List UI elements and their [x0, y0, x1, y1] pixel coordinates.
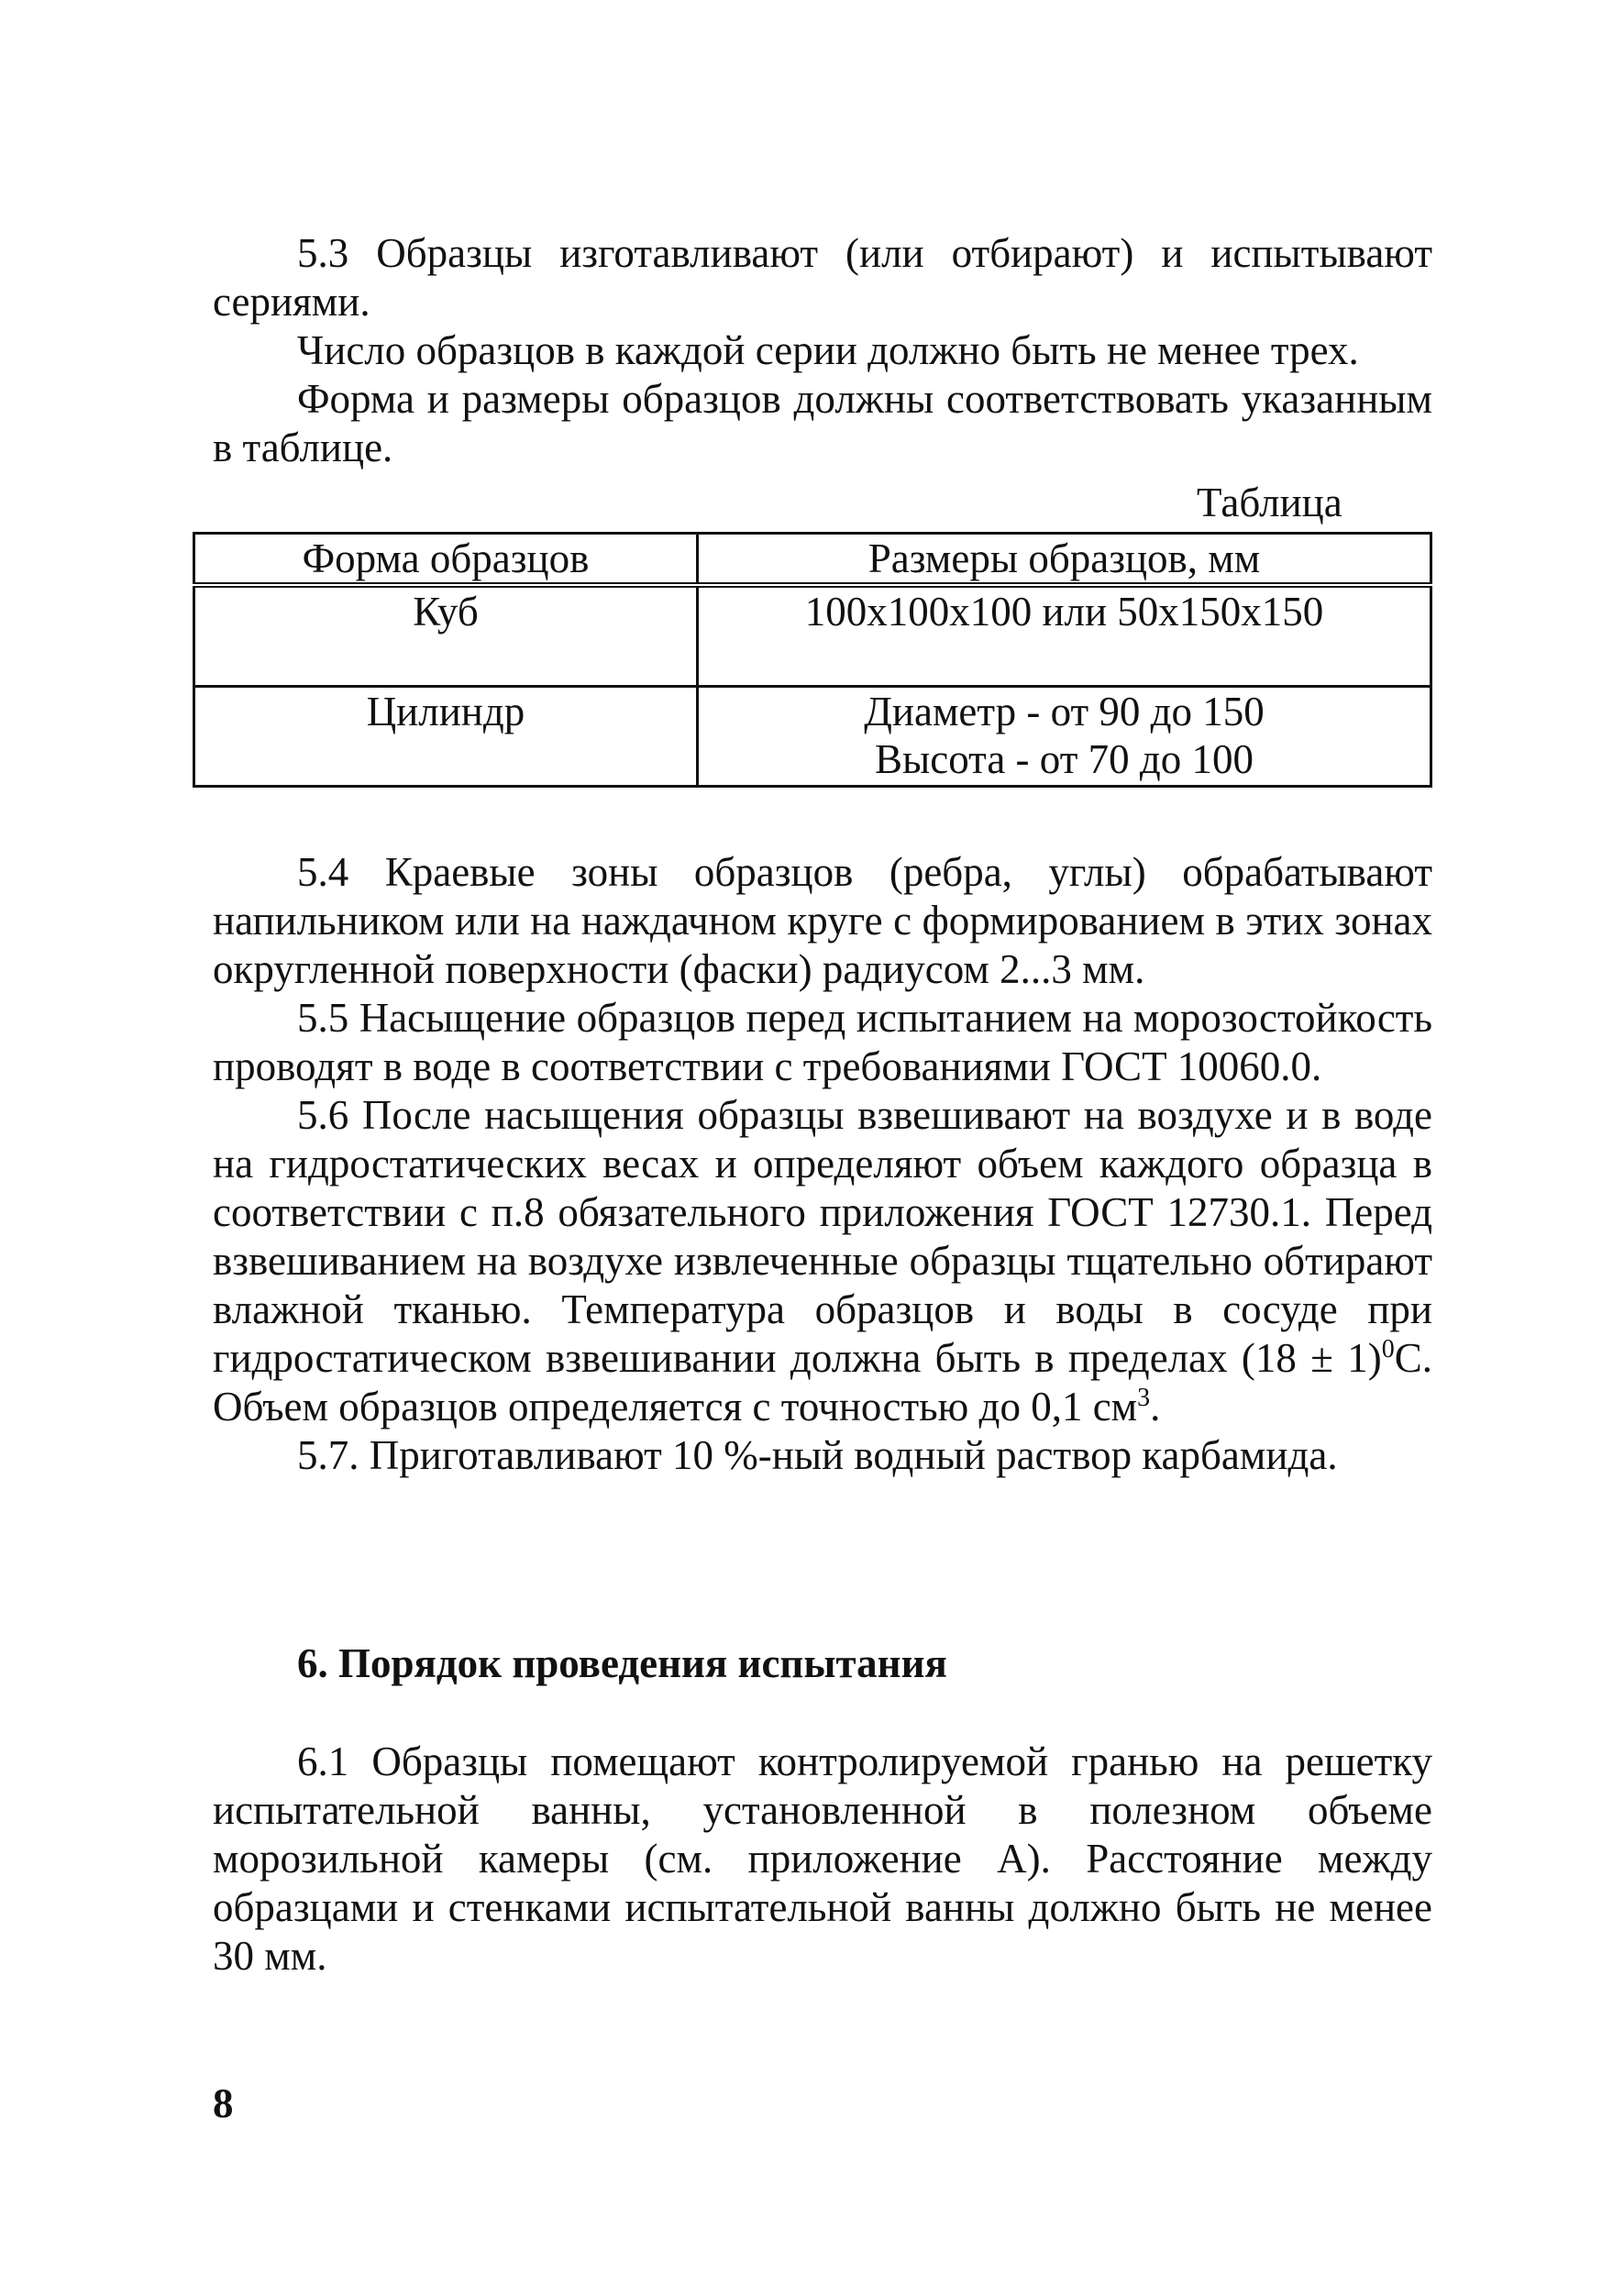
cell-size-cube — [698, 585, 1431, 687]
paragraph-shape-sizes: Форма и размеры образцов должны соответствовать указанным в таблице. — [213, 376, 1432, 470]
intro-paragraphs — [213, 229, 1432, 472]
paragraph-6-1: 6.1 Образцы помещают контролируемой гранью на решетку испытательной ванны, установленной в полезном объеме морозильной камеры (см. приложение А). Расстояние между образцами и стенками испытательной ванны должно быть не менее 30 мм. — [213, 1739, 1432, 1979]
page-number: 8 — [213, 2081, 234, 2126]
paragraph-5-3: 5.3 Образцы изготавливают (или отбирают) и испытывают сериями. — [213, 230, 1432, 325]
table-row — [194, 687, 1431, 787]
middle-paragraphs — [213, 848, 1432, 1480]
paragraph-sample-count: Число образцов в каждой серии должно быть не менее трех. — [297, 327, 1359, 373]
cubic-superscript: 3 — [1137, 1384, 1151, 1412]
section-6-body — [213, 1738, 1432, 1981]
table-header-row — [194, 534, 1431, 586]
section-6-title: 6. Порядок проведения испытания — [297, 1640, 947, 1686]
paragraph-5-5: 5.5 Насыщение образцов перед испытанием на морозостойкость проводят в воде в соответствии с требованиями ГОСТ 10060.0. — [213, 995, 1432, 1089]
samples-table — [193, 532, 1432, 788]
cell-shape-cube: Куб — [194, 585, 698, 687]
paragraph-5-7: 5.7. Приготавливают 10 %-ный водный раствор карбамида. — [297, 1432, 1338, 1478]
header-size: Размеры образцов, мм — [698, 534, 1431, 586]
cell-size-cylinder — [698, 687, 1431, 787]
header-shape: Форма образцов — [194, 534, 698, 586]
cube-size-line: 100x100x100 или 50x150x150 — [804, 589, 1324, 635]
cylinder-diameter-line: Диаметр - от 90 до 150 — [864, 689, 1265, 734]
table-caption: Таблица — [1197, 480, 1342, 525]
p56-text-1: 5.6 После насыщения образцы взвешивают на воздухе и в воде на гидростатических весах и определяют объем каждого образца в соответствии с п.8 обязательного приложения ГОСТ 12730.1. Перед взвешиванием на воздухе извлеченные образцы тщательно обтирают влажной тканью. Температура образцов и воды в сосуде при гидростатическом взвешивании должна быть в пределах (18 ± 1) — [213, 1092, 1432, 1381]
p56-text-3: . — [1150, 1384, 1161, 1430]
p56-text-2: С. Объем образцов определяется с точностью до 0,1 см — [213, 1335, 1432, 1430]
paragraph-5-4: 5.4 Краевые зоны образцов (ребра, углы) обрабатывают напильником или на наждачном круге с формированием в этих зонах округленной поверхности (фаски) радиусом 2...3 мм. — [213, 849, 1432, 992]
cylinder-height-line: Высота - от 70 до 100 — [874, 736, 1254, 782]
cell-shape-cylinder: Цилиндр — [194, 687, 698, 787]
table-row — [194, 585, 1431, 687]
paragraph-5-6 — [213, 1091, 1432, 1431]
degree-superscript: 0 — [1381, 1335, 1395, 1363]
